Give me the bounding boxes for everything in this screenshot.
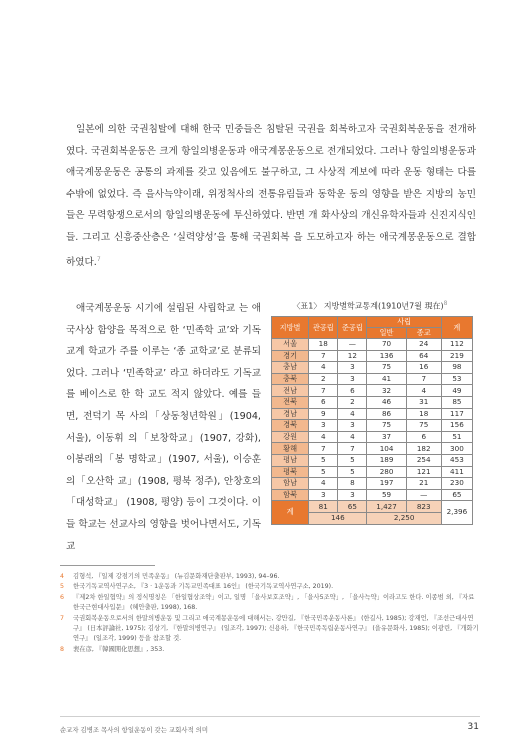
cell-general: 197 — [367, 478, 406, 490]
para2-line: 애국계몽운동 시기에 설립된 사립학교 — [76, 303, 236, 314]
cell-total: 453 — [441, 454, 472, 466]
cell-religious: 64 — [406, 350, 441, 362]
cell-general: 104 — [367, 443, 406, 455]
cell-religious: 254 — [406, 454, 441, 466]
para1-line: 항일의병운동과 애국계몽운동은 공통의 과제를 갖고 있음에도 불구하고, 그 사상적 계보에 — [66, 145, 476, 179]
cell-total: 53 — [441, 373, 472, 385]
table-title: 〈표1〉 지방별학교통계(1910년7월 現在) — [292, 301, 444, 311]
cell-general: 70 — [367, 339, 406, 351]
header-public: 관공립 — [309, 317, 338, 339]
table-row — [272, 466, 473, 478]
cell-general: 75 — [367, 420, 406, 432]
footnote-text: 『제2차 한일협약』의 정식명칭은 「한일협상조약」이고, 일명 「을사보호조약」, 「을사5조약」, 「을사늑약」이라고도 한다. 이종범 외, 『자료 한국근현대사입문』 (혜안출판, 1998), 168. — [73, 593, 475, 612]
cell-total: 85 — [441, 396, 472, 408]
cell-public: 7 — [309, 385, 338, 397]
cell-region: 충북 — [272, 373, 309, 385]
cell-region: 함북 — [272, 489, 309, 501]
cell-region: 함남 — [272, 478, 309, 490]
footnote-text: 국권회복운동으로서의 한말의병운동 및 그리고 애국계몽운동에 대해서는, 강만길, 『한국민족운동사론』 (한길사, 1985); 강재언, 『조선근대사연구』 (日本評論社, 1975); 김상기, 『한말의병연구』 (일조각, 1997); 신용하, 『한국민족독립운동사연구』 (을유문화사, 1985); 이광린, 『개화기연구』 (일조각, 1999) 등을 참조할 것. — [73, 614, 479, 643]
running-footer-title: 순교자 김병조 목사의 항일운동이 갖는 교회사적 의미 — [60, 726, 209, 734]
cell-region: 강원 — [272, 431, 309, 443]
header-region: 지방별 — [272, 317, 309, 339]
footnote-text: 김형석, 『일제 강점기의 민족운동』 (뉴김문화재단출판부, 1993), 94–96. — [73, 573, 280, 580]
cell-semipublic: — — [338, 339, 367, 351]
table-body — [272, 339, 473, 501]
cell-semipublic: 8 — [338, 478, 367, 490]
table-caption — [272, 300, 468, 312]
cell-religious: 31 — [406, 396, 441, 408]
cell-general: 37 — [367, 431, 406, 443]
cell-total: 65 — [441, 489, 472, 501]
cell-religious: — — [406, 489, 441, 501]
cell-religious: 182 — [406, 443, 441, 455]
cell-religious: 24 — [406, 339, 441, 351]
cell-general: 280 — [367, 466, 406, 478]
sum-general: 1,427 — [367, 501, 406, 513]
cell-general: 86 — [367, 408, 406, 420]
footnote-ref[interactable]: 7 — [96, 255, 101, 263]
cell-public: 6 — [309, 396, 338, 408]
footnote-item — [60, 572, 480, 582]
para1-line: 을 도모하고자 하는 애국계몽운동으로 결합하였다. — [66, 231, 476, 268]
sum-label: 계 — [272, 501, 309, 524]
footnote-text: 한국기독교역사연구소, 『3 · 1운동과 기독교민족대표 16인』 (한국기독교역사연구소, 2019). — [73, 583, 334, 591]
sum-public-semipublic: 146 — [309, 512, 367, 524]
cell-semipublic: 3 — [338, 420, 367, 432]
para2-line: 교’와 기독교계 학교가 주를 이루는 ‘종 — [66, 324, 262, 358]
table-row — [272, 396, 473, 408]
cell-total: 117 — [441, 408, 472, 420]
body-paragraph-2 — [66, 298, 261, 557]
cell-total: 230 — [441, 478, 472, 490]
table-row — [272, 443, 473, 455]
header-religious: 종교 — [406, 328, 441, 339]
footnote-text: 裵在彦, 『韓國開化思想』, 353. — [73, 645, 165, 653]
para1-line: 일본에 의한 국권침탈에 대해 한국 민중들은 침탈된 국권을 회복하고자 국권회복운동을 — [76, 124, 445, 135]
footnote-item — [60, 614, 480, 645]
cell-semipublic: 2 — [338, 396, 367, 408]
cell-public: 5 — [309, 454, 338, 466]
table-row — [272, 431, 473, 443]
cell-region: 서울 — [272, 339, 309, 351]
cell-general: 46 — [367, 396, 406, 408]
cell-semipublic: 12 — [338, 350, 367, 362]
header-private: 사립 — [367, 317, 441, 328]
cell-general: 41 — [367, 373, 406, 385]
cell-general: 32 — [367, 385, 406, 397]
footnote-item — [60, 582, 480, 592]
footnote-list — [60, 572, 480, 655]
para2-line: 의「보창학교」(1907, 강화), 이봉래의「봉 — [66, 432, 261, 466]
sum-private-total: 2,250 — [367, 512, 441, 524]
cell-region: 전북 — [272, 396, 309, 408]
cell-total: 112 — [441, 339, 472, 351]
cell-public: 9 — [309, 408, 338, 420]
table-row — [272, 408, 473, 420]
table-row — [272, 420, 473, 432]
cell-religious: 21 — [406, 478, 441, 490]
table-row — [272, 373, 473, 385]
cell-total: 411 — [441, 466, 472, 478]
cell-religious: 18 — [406, 408, 441, 420]
para2-line: 는 애국사상 함양을 목적으로 한 ‘민족학 — [66, 303, 261, 336]
cell-semipublic: 3 — [338, 373, 367, 385]
table-row — [272, 489, 473, 501]
para1-line: 따라 운동 형태는 다를 수밖에 없었다. 즉 을사늑약이래, 위정척사의 전통유림들과 동학운 — [66, 167, 476, 200]
para1-line: 화사상의 개신유학자들과 신진지식인들. 그리고 신흥중산층은 ‘실력양성’을 통해 국권회복 — [66, 210, 476, 243]
cell-region: 경기 — [272, 350, 309, 362]
cell-public: 7 — [309, 443, 338, 455]
para2-line: 사의「상동청년학원」(1904, 서울), 이동휘 — [66, 410, 261, 444]
cell-public: 4 — [309, 362, 338, 374]
cell-region: 황해 — [272, 443, 309, 455]
cell-total: 49 — [441, 385, 472, 397]
cell-total: 156 — [441, 420, 472, 432]
cell-public: 5 — [309, 466, 338, 478]
sum-religious: 823 — [406, 501, 441, 513]
cell-religious: 6 — [406, 431, 441, 443]
para2-line: 교도 적지 않았다. 예를 들면, 전덕기 목 — [66, 389, 261, 422]
header-general: 일반 — [367, 328, 406, 339]
cell-semipublic: 7 — [338, 443, 367, 455]
body-paragraph-1 — [66, 119, 476, 273]
header-total: 계 — [441, 317, 472, 339]
page-number: 31 — [467, 722, 479, 732]
para1-line: 동의 영향을 받은 지방의 농민들은 무력항쟁으로서의 항일의병운동에 투신하였다. 반면 개 — [66, 188, 476, 222]
table-row — [272, 454, 473, 466]
cell-religious: 4 — [406, 385, 441, 397]
footnote-number: 7 — [60, 614, 65, 622]
cell-semipublic: 3 — [338, 489, 367, 501]
cell-semipublic: 4 — [338, 408, 367, 420]
cell-general: 189 — [367, 454, 406, 466]
cell-semipublic: 5 — [338, 454, 367, 466]
table-row — [272, 478, 473, 490]
footnote-divider — [60, 565, 155, 566]
cell-public: 2 — [309, 373, 338, 385]
cell-religious: 121 — [406, 466, 441, 478]
footer-divider — [60, 716, 480, 717]
cell-semipublic: 3 — [338, 362, 367, 374]
footnote-ref[interactable]: 8 — [443, 300, 448, 307]
footnote-number: 4 — [60, 573, 65, 580]
cell-public: 4 — [309, 431, 338, 443]
cell-religious: 75 — [406, 420, 441, 432]
cell-religious: 16 — [406, 362, 441, 374]
sum-semipublic: 65 — [338, 501, 367, 513]
cell-semipublic: 5 — [338, 466, 367, 478]
cell-region: 경북 — [272, 420, 309, 432]
school-statistics-table — [271, 316, 473, 525]
footnote-number: 5 — [60, 583, 65, 591]
cell-semipublic: 6 — [338, 385, 367, 397]
cell-general: 136 — [367, 350, 406, 362]
cell-religious: 7 — [406, 373, 441, 385]
cell-public: 3 — [309, 489, 338, 501]
para2-line: (1908, 평양) 등이 그것이다. 이들 학교는 — [66, 497, 261, 530]
cell-region: 평북 — [272, 466, 309, 478]
cell-total: 300 — [441, 443, 472, 455]
cell-general: 75 — [367, 362, 406, 374]
cell-public: 7 — [309, 350, 338, 362]
para2-line: 교학교’로 분류되었다. 그러나 ‘민족학교’ — [66, 346, 261, 379]
cell-region: 충남 — [272, 362, 309, 374]
para2-line: 명학교」(1907, 서울), 이승훈의「오산학 — [66, 454, 261, 487]
table-row — [272, 362, 473, 374]
header-semipublic: 준공립 — [338, 317, 367, 339]
footnote-item — [60, 645, 480, 655]
table-row — [272, 339, 473, 351]
footnote-number: 8 — [60, 645, 65, 653]
sum-public: 81 — [309, 501, 338, 513]
para1-line: 전개하였다. 국권회복운동은 크게 항일의병운동과 애국계몽운동으로 전개되었다. 그러나 — [66, 124, 476, 157]
cell-total: 98 — [441, 362, 472, 374]
cell-region: 경남 — [272, 408, 309, 420]
cell-semipublic: 4 — [338, 431, 367, 443]
cell-region: 평남 — [272, 454, 309, 466]
para2-line: 라고 하더라도 기독교를 베이스로 한 학 — [66, 367, 261, 401]
table-row — [272, 350, 473, 362]
grand-total: 2,396 — [441, 501, 472, 524]
cell-region: 전남 — [272, 385, 309, 397]
footnote-number: 6 — [60, 593, 65, 601]
table-row — [272, 385, 473, 397]
para2-line: 선교사의 영향을 벗어나면서도, 기독교 — [66, 518, 261, 552]
cell-public: 18 — [309, 339, 338, 351]
cell-total: 51 — [441, 431, 472, 443]
footnote-item — [60, 593, 480, 614]
cell-total: 219 — [441, 350, 472, 362]
cell-public: 4 — [309, 478, 338, 490]
cell-general: 59 — [367, 489, 406, 501]
para2-line: 교」(1908, 평북 정주), 안창호의「대성학교」 — [66, 475, 262, 509]
cell-public: 3 — [309, 420, 338, 432]
